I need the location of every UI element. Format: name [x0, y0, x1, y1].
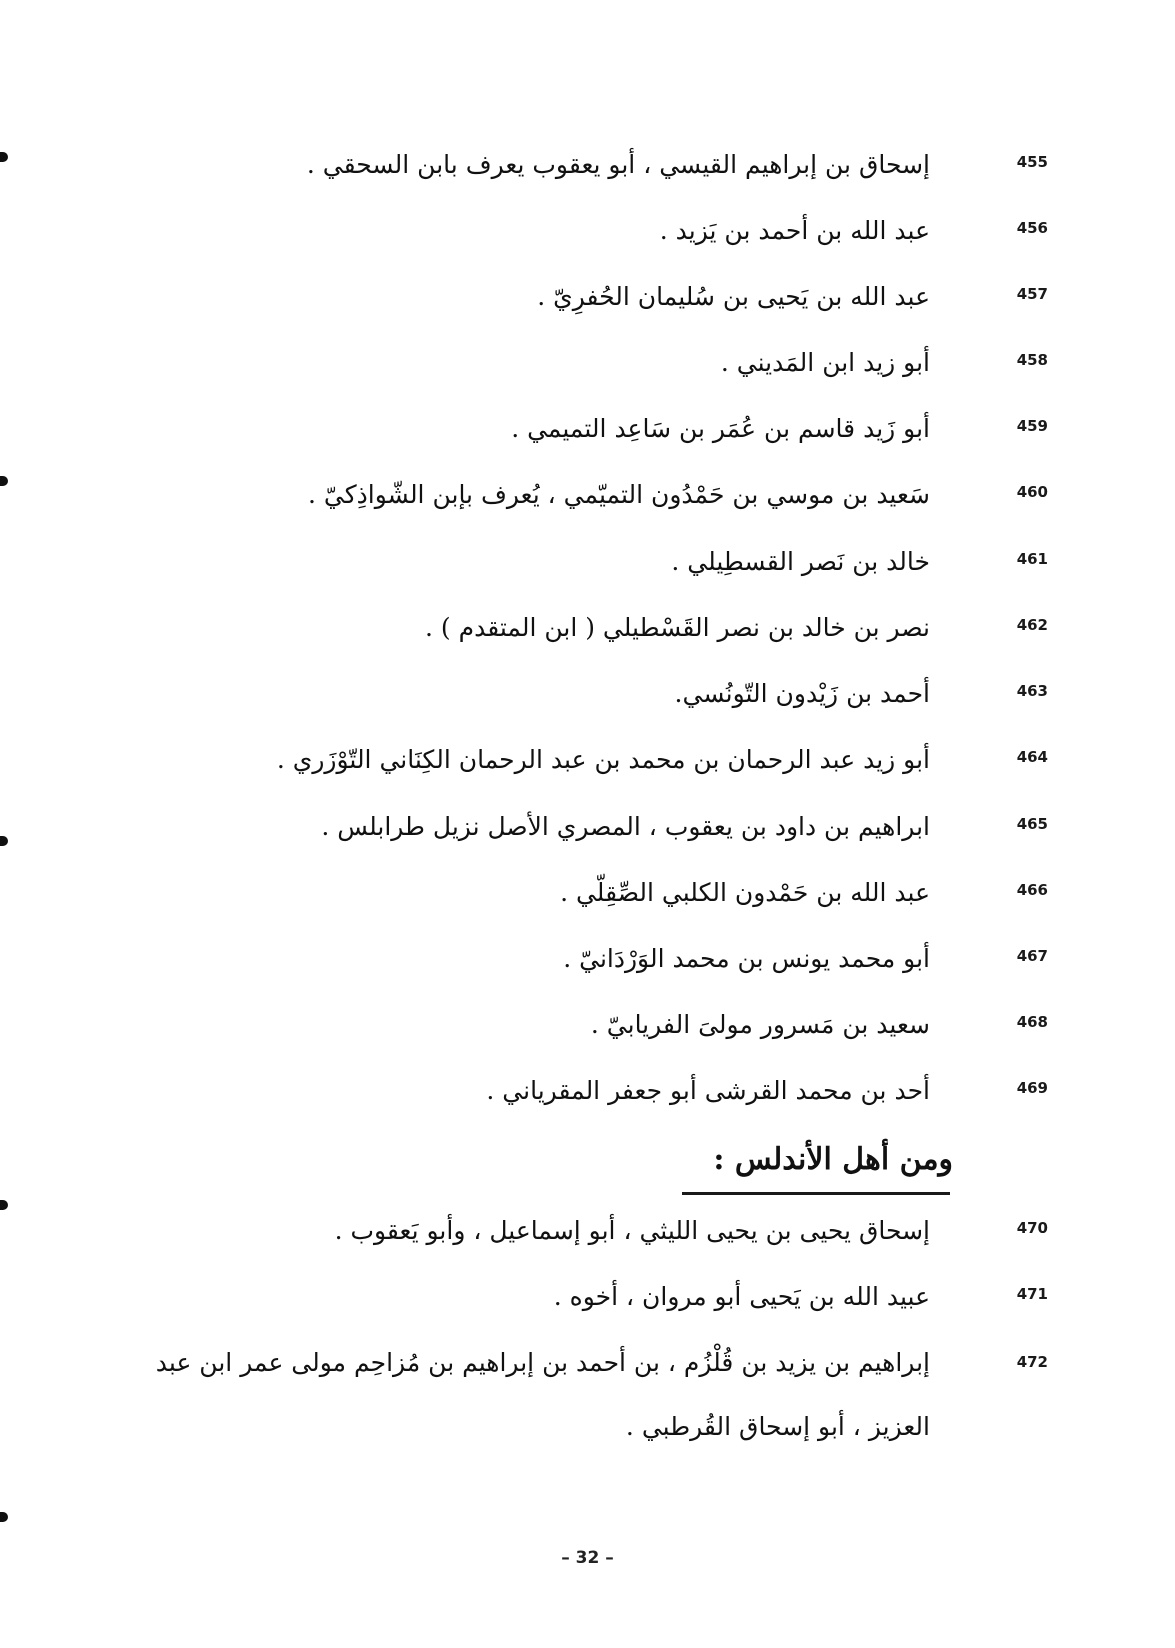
- entry-number: 461: [1016, 550, 1048, 568]
- entry-number: 465: [1016, 815, 1048, 833]
- entry-468: [120, 1003, 1160, 1053]
- entry-number: 470: [1016, 1219, 1048, 1237]
- entry-number: 460: [1016, 483, 1048, 501]
- entry-457: [120, 275, 1160, 325]
- entry-text: إبراهيم بن يزيد بن قُلْزُم ، بن أحمد بن إبراهيم بن مُزاحِم مولى عمر ابن عبد العزيز ، أبو إسحاق القُرطبي .: [155, 1348, 930, 1441]
- entry-number: 472: [1016, 1353, 1048, 1371]
- entry-text: أبو زَيد قاسم بن عُمَر بن سَاعِد التميمي .: [511, 414, 930, 443]
- entry-469: [120, 1069, 1160, 1119]
- entry-number: 459: [1016, 417, 1048, 435]
- entry-455: [120, 143, 1160, 193]
- entry-number: 471: [1016, 1285, 1048, 1303]
- entry-462: [120, 606, 1160, 656]
- entry-464: [120, 738, 1160, 788]
- entry-470: [120, 1209, 1160, 1259]
- entry-467: [120, 937, 1160, 987]
- entry-number: 463: [1016, 682, 1048, 700]
- entry-text: عبد الله بن حَمْدون الكلبي الصِّقِلّي .: [560, 878, 930, 907]
- entry-text: إسحاق يحيى بن يحيى الليثي ، أبو إسماعيل ، وأبو يَعقوب .: [334, 1216, 930, 1245]
- entry-text: عبد الله بن يَحيى بن سُليمان الحُفرِيّ .: [537, 282, 930, 311]
- entry-number: 456: [1016, 219, 1048, 237]
- entry-text: أبو محمد يونس بن محمد الوَرْدَانيّ .: [563, 944, 930, 973]
- entry-number: 466: [1016, 881, 1048, 899]
- entry-465: [120, 805, 1160, 855]
- entry-456: [120, 209, 1160, 259]
- entry-472: [120, 1331, 1160, 1471]
- entry-461: [120, 540, 1160, 590]
- entry-number: 469: [1016, 1079, 1048, 1097]
- entry-number: 467: [1016, 947, 1048, 965]
- entry-text: خالد بن نَصر القسطِيلي .: [671, 547, 930, 576]
- entry-459: [120, 407, 1160, 457]
- entry-text: أحد بن محمد القرشى أبو جعفر المقرياني .: [486, 1076, 930, 1105]
- entry-number: 464: [1016, 748, 1048, 766]
- entry-text: أحمد بن زَيْدون التّونُسي.: [674, 679, 930, 708]
- entry-466: [120, 871, 1160, 921]
- entry-text: ابراهيم بن داود بن يعقوب ، المصري الأصل نزيل طرابلس .: [321, 812, 930, 841]
- margin-mark: [0, 476, 8, 486]
- section-heading: ومن أهل الأندلس :: [713, 1142, 953, 1177]
- entry-text: سعيد بن مَسرور مولىَ الفريابيّ .: [590, 1010, 930, 1039]
- entry-text: عبيد الله بن يَحيى أبو مروان ، أخوه .: [553, 1282, 930, 1311]
- entry-text: أبو زيد ابن المَديني .: [720, 348, 930, 377]
- entry-number: 468: [1016, 1013, 1048, 1031]
- entry-text: أبو زيد عبد الرحمان بن محمد بن عبد الرحمان الكِنَاني التّوْزَري .: [276, 745, 930, 774]
- entry-number: 457: [1016, 285, 1048, 303]
- entry-number: 462: [1016, 616, 1048, 634]
- entry-number: 455: [1016, 153, 1048, 171]
- margin-mark: [0, 1200, 8, 1210]
- entry-text: سَعيد بن موسي بن حَمْدُون التميّمي ، يُعرف بإبن الشّواذِكيّ .: [308, 480, 930, 509]
- entry-471: [120, 1275, 1160, 1325]
- entry-458: [120, 341, 1160, 391]
- entry-460: [120, 473, 1160, 523]
- page-number: – 32 –: [561, 1548, 614, 1568]
- heading-underline: [682, 1192, 950, 1195]
- entry-text: عبد الله بن أحمد بن يَزيد .: [659, 216, 930, 245]
- entry-463: [120, 672, 1160, 722]
- margin-mark: [0, 836, 8, 846]
- margin-mark: [0, 1512, 8, 1522]
- entry-text: نصر بن خالد بن نصر القَسْطيلي ( ابن المتقدم ) .: [425, 613, 930, 642]
- entry-text: إسحاق بن إبراهيم القيسي ، أبو يعقوب يعرف بابن السحقي .: [306, 150, 930, 179]
- margin-mark: [0, 152, 8, 162]
- entry-number: 458: [1016, 351, 1048, 369]
